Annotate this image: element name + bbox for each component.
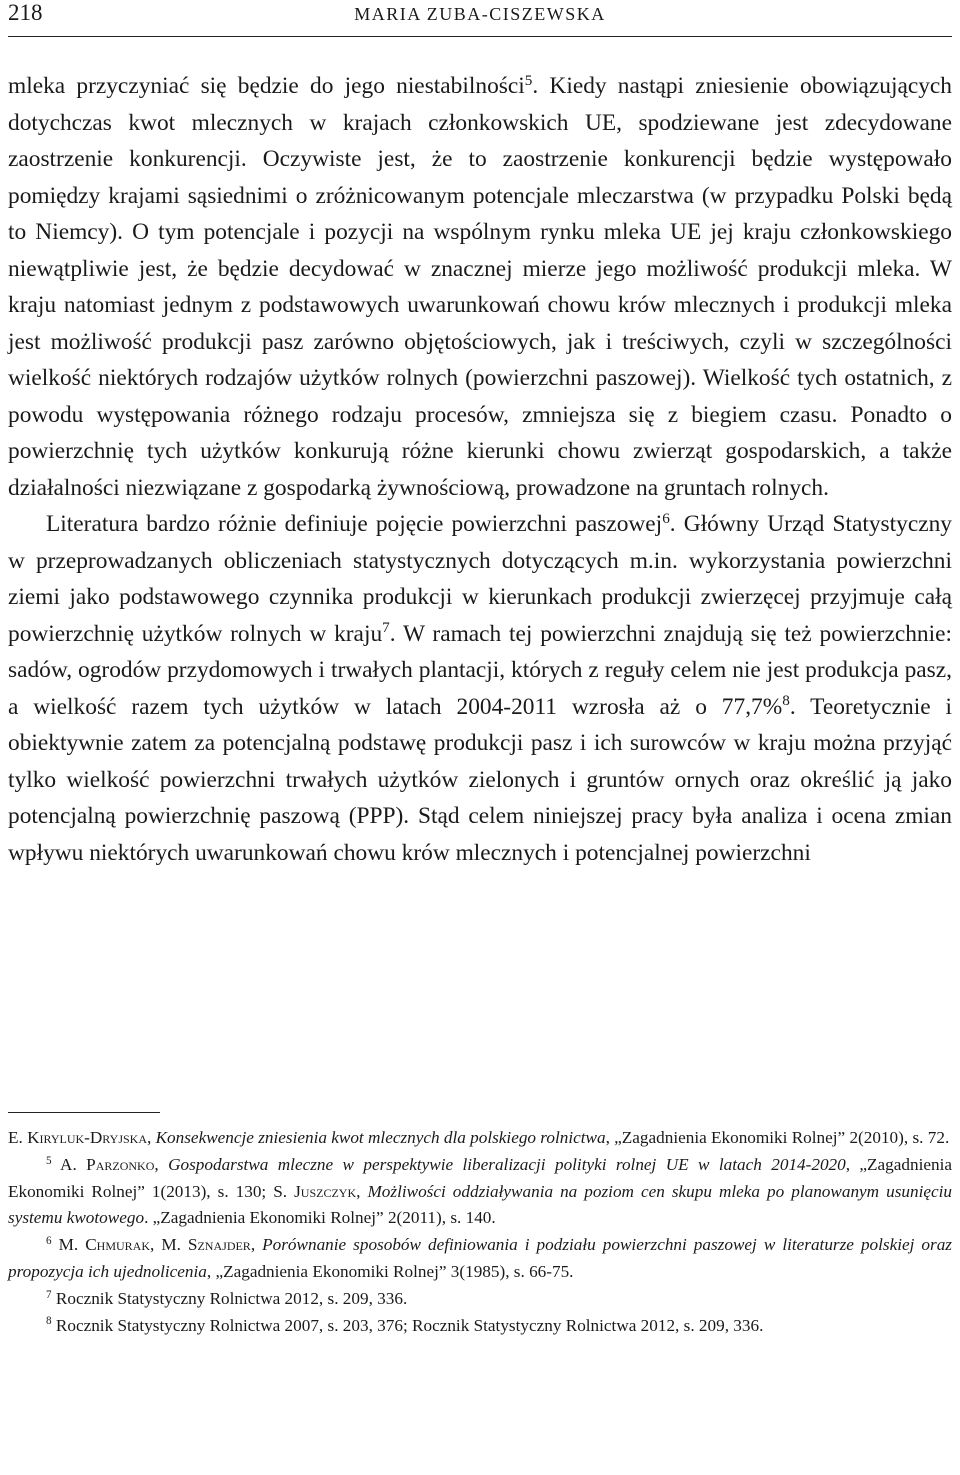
footnote-7 — [8, 1286, 952, 1313]
paragraph-text: mleka przyczyniać się będzie do jego niestabilności — [8, 73, 525, 99]
paragraph — [8, 506, 952, 871]
footnote-author: Kiryluk-Dryjska — [27, 1128, 147, 1147]
body-text — [8, 68, 952, 871]
footnote-separator-text: , — [356, 1181, 368, 1201]
paragraph-text: . Główny Urząd Statystyczny w przeprowadzanych obliczeniach statystycznych dotyczących m.in. wykorzystania powierzchni ziemi jako podstawowego czynnika produkcji w kierunkach produkcji zwierzęcej przyjmuje całą powierzchnię użytków rolnych w kraju — [8, 511, 952, 647]
paragraph-text: . Teoretycznie i obiektywnie zatem za potencjalną podstawę produkcji pasz i ich surowców w kraju można przyjąć tylko wielkość powierzchni trwałych użytków zielonych i gruntów ornych oraz określić ją jako potencjalną powierzchnię paszową (PPP). Stąd celem niniejszej pracy była analiza i ocena zmian wpływu niektórych uwarunkowań chowu krów mlecznych i potencjalnej powierzchni — [8, 693, 953, 866]
footnote-separator-text: , — [147, 1128, 156, 1147]
footnote-number: 8 — [46, 1315, 52, 1328]
footnote-author-initial: A. — [51, 1154, 87, 1174]
page-number: 218 — [8, 0, 43, 25]
footnote-separator-text: , — [250, 1235, 263, 1255]
footnote-ref-8: 8 — [782, 692, 790, 710]
footnote-separator-text: , — [154, 1154, 169, 1174]
footnote-source: , „Zagadnienia Ekonomiki Rolnej” 3(1985), s. 66-75. — [206, 1261, 574, 1281]
footnote-source: Rocznik Statystyczny Rolnictwa 2012, s. 209, 336. — [51, 1288, 408, 1308]
paragraph-text: Literatura bardzo różnie definiuje pojęcie powierzchni paszowej — [46, 511, 663, 537]
footnote-source: . „Zagadnienia Ekonomiki Rolnej” 2(2011), s. 140. — [144, 1208, 496, 1228]
footnote-5 — [8, 1152, 952, 1232]
footnote-source: , „Zagadnienia Ekonomiki Rolnej” 1(2013), s. 130; S. — [8, 1154, 952, 1201]
footnote-author-initial: M. — [51, 1235, 86, 1255]
footnote-title: Gospodarstwa mleczne w perspektywie liberalizacji polityki rolnej UE w latach 2014-2020 — [168, 1154, 846, 1174]
footnote-title: Możliwości oddziaływania na poziom cen skupu mleka po planowanym usunięciu systemu kwotowego — [8, 1181, 952, 1228]
footnote-title: Konsekwencje zniesienia kwot mlecznych dla polskiego rolnictwa — [155, 1128, 606, 1147]
footnote-4 — [8, 1125, 952, 1152]
footnote-number: 7 — [46, 1288, 52, 1301]
paragraph — [8, 68, 952, 506]
footnote-author-initial: E. — [8, 1128, 28, 1147]
footnote-number: 5 — [46, 1154, 52, 1167]
footnote-author: Sznajder — [187, 1235, 251, 1255]
footnotes — [8, 1125, 952, 1339]
page-header — [8, 0, 952, 37]
footnote-ref-7: 7 — [382, 619, 390, 637]
footnote-separator — [8, 1112, 160, 1113]
footnote-8 — [8, 1313, 952, 1340]
footnote-6 — [8, 1232, 952, 1286]
paragraph-text: . Kiedy nastąpi zniesienie obowiązujących dotychczas kwot mlecznych w krajach członkowskich UE, spodziewane jest zdecydowane zaostrzenie konkurencji. Oczywiste jest, że to zaostrzenie konkurencji będzie występowało pomiędzy krajami sąsiednimi o zróżnicowanym potencjale mleczarstwa (w przypadku Polski będą to Niemcy). O tym potencjale i pozycji na wspólnym rynku mleka UE jej kraju członkowskiego niewątpliwie jest, że będzie decydować w znacznej mierze jego możliwość produkcji mleka. W kraju natomiast jednym z podstawowych uwarunkowań chowu krów mlecznych i produkcji mleka jest możliwość produkcji pasz zarówno objętościowych, jak i treściwych, czyli w szczególności wielkość niektórych rodzajów użytków rolnych (powierzchni paszowej). Wielkość tych ostatnich, z powodu występowania różnego rodzaju procesów, zmniejsza się z biegiem czasu. Ponadto o powierzchnię tych użytków konkurują różne kierunki chowu zwierząt gospodarskich, a także działalności niezwiązane z gospodarką żywnościową, prowadzone na gruntach rolnych. — [8, 73, 952, 501]
footnote-number: 6 — [46, 1235, 52, 1248]
footnote-ref-5: 5 — [524, 71, 533, 89]
footnote-author: Chmurak — [85, 1235, 151, 1255]
running-head: MARIA ZUBA-CISZEWSKA — [354, 4, 606, 24]
footnote-separator-text: , M. — [150, 1235, 188, 1255]
footnote-author: Parzonko — [86, 1154, 155, 1174]
footnote-ref-6: 6 — [662, 509, 670, 527]
footnote-source: Rocznik Statystyczny Rolnictwa 2007, s. 203, 376; Rocznik Statystyczny Rolnictwa 2012, s. 209, 336. — [51, 1315, 764, 1335]
footnote-source: , „Zagadnienia Ekonomiki Rolnej” 2(2010), s. 72. — [605, 1128, 950, 1147]
footnote-title: Porównanie sposobów definiowania i podziału powierzchni paszowej w literaturze polskiej oraz propozycja ich ujednolicenia — [8, 1235, 952, 1281]
paragraph-text: . W ramach tej powierzchni znajdują się też powierzchnie: sadów, ogrodów przydomowych i trwałych plantacji, których z reguły celem nie jest produkcja pasz, a wielkość razem tych użytków w latach 2004-2011 wzrosła aż o 77,7% — [8, 620, 952, 720]
footnote-author: Juszczyk — [294, 1181, 357, 1201]
